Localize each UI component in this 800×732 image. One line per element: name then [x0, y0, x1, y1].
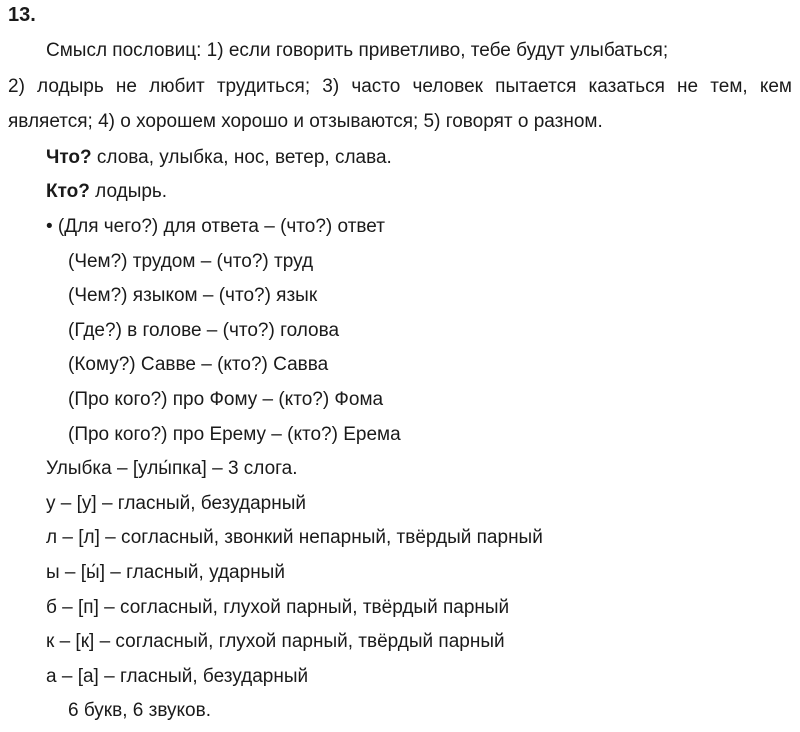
sound-line: л – [л] – согласный, звонкий непарный, твёрдый парный — [46, 527, 543, 548]
question-line: (Про кого?) про Фому – (кто?) Фома — [68, 389, 384, 410]
who-words: лодырь. — [89, 181, 168, 202]
what-words: слова, улыбка, нос, ветер, слава. — [91, 147, 392, 168]
sound-line: а – [а] – гласный, безударный — [46, 666, 309, 687]
what-question: Что? — [46, 147, 92, 168]
question-line: (Про кого?) про Ерему – (кто?) Ерема — [68, 424, 401, 445]
question-line: (Чем?) трудом – (что?) труд — [68, 251, 314, 272]
meaning-line-2: 2) лодырь не любит трудиться; 3) часто человек пытается казаться не тем, кем — [8, 76, 792, 97]
phonetic-title: Улыбка – [улы́пка] – 3 слога. — [46, 458, 298, 479]
who-question: Кто? — [46, 181, 90, 202]
question-line: (Где?) в голове – (что?) голова — [68, 320, 340, 341]
sound-line: к – [к] – согласный, глухой парный, твёрдый парный — [46, 631, 505, 652]
task-number: 13. — [8, 4, 36, 26]
what-line — [46, 147, 392, 169]
sound-line: ы – [ы́] – гласный, ударный — [46, 562, 285, 583]
summary-line: 6 букв, 6 звуков. — [68, 700, 211, 721]
question-line: (Чем?) языком – (что?) язык — [68, 285, 318, 306]
meaning-line-1: Смысл пословиц: 1) если говорить приветливо, тебе будут улыбаться; — [46, 40, 669, 61]
who-line — [46, 181, 167, 203]
question-line: (Кому?) Савве – (кто?) Савва — [68, 354, 329, 375]
sound-line: б – [п] – согласный, глухой парный, твёрдый парный — [46, 597, 510, 618]
question-line: • (Для чего?) для ответа – (что?) ответ — [46, 216, 385, 237]
meaning-line-3: является; 4) о хорошем хорошо и отзываются; 5) говорят о разном. — [8, 111, 603, 132]
sound-line: у – [у] – гласный, безударный — [46, 493, 306, 514]
